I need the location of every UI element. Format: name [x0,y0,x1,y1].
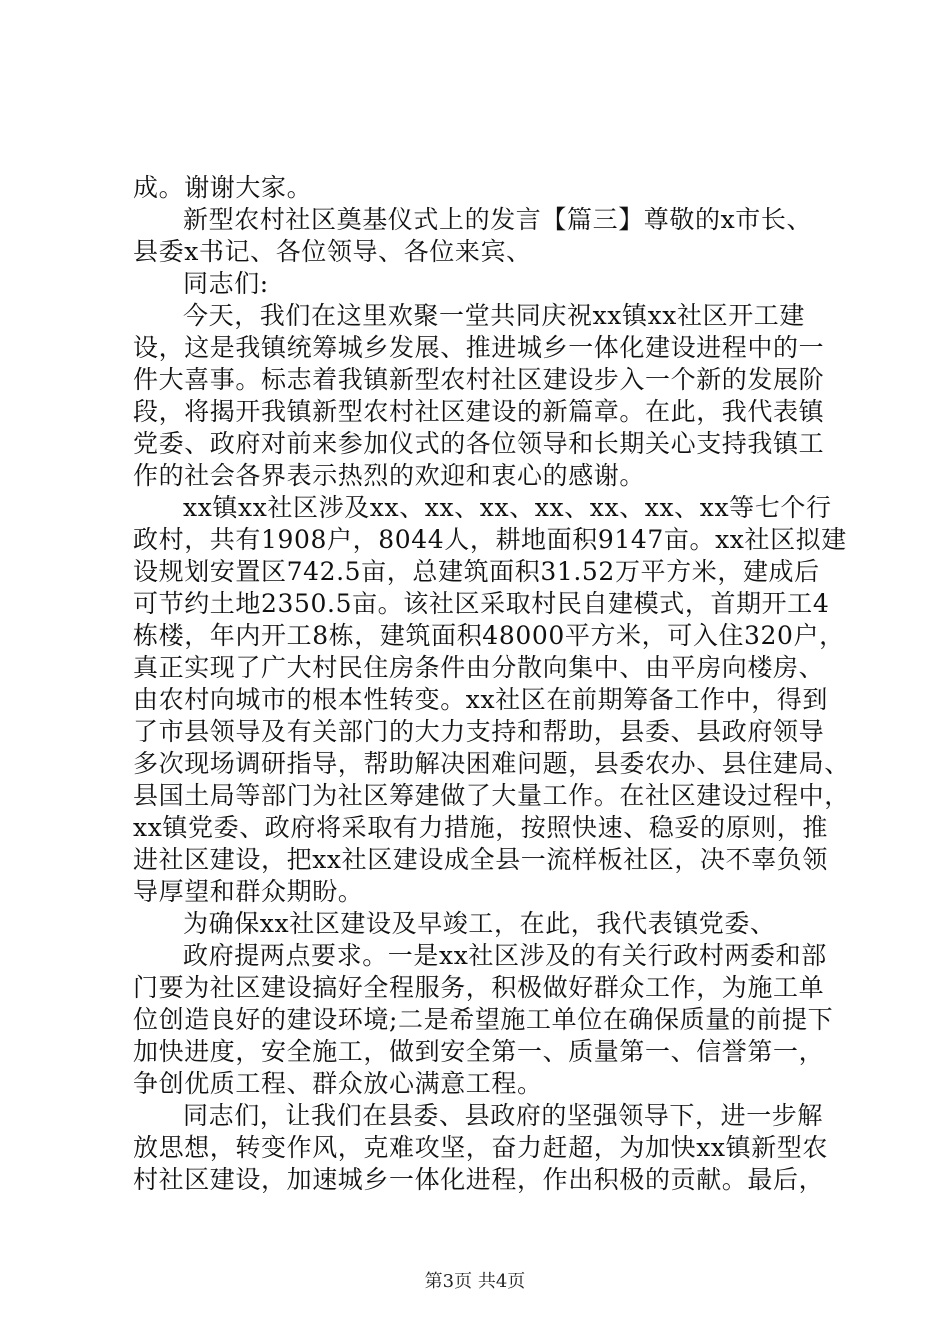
text-line: 设，这是我镇统筹城乡发展、推进城乡一体化建设进程中的一 [133,333,825,362]
text-line: 同志们: [183,269,269,298]
text-line: 为确保xx社区建设及早竣工，在此，我代表镇党委、 [183,909,776,938]
text-line: 真正实现了广大村民住房条件由分散向集中、由平房向楼房、 [133,653,825,682]
text-line: 可节约土地2350.5亩。该社区采取村民自建模式，首期开工4 [133,589,830,618]
text-line: 加快进度，安全施工，做到安全第一、质量第一、信誉第一， [133,1037,825,1066]
text-line: 导厚望和群众期盼。 [133,877,364,906]
text-line: 放思想，转变作风，克难攻坚，奋力赶超，为加快xx镇新型农 [133,1133,829,1162]
text-line: 段，将揭开我镇新型农村社区建设的新篇章。在此，我代表镇 [133,397,825,426]
text-line: 成。谢谢大家。 [133,173,313,202]
text-line: 设规划安置区742.5亩，总建筑面积31.52万平方米，建成后 [133,557,820,586]
text-line: xx镇党委、政府将采取有力措施，按照快速、稳妥的原则，推 [133,813,829,842]
page-footer: 第3页 共4页 [424,1271,526,1292]
text-line: 多次现场调研指导，帮助解决困难问题，县委农办、县住建局、 [133,749,850,778]
body-text [133,172,850,1196]
text-line: 今天，我们在这里欢聚一堂共同庆祝xx镇xx社区开工建 [183,301,805,330]
text-line: 县国土局等部门为社区筹建做了大量工作。在社区建设过程中， [133,781,850,810]
text-line: 栋楼，年内开工8栋，建筑面积48000平方米，可入住320户， [133,621,845,650]
text-line: 县委x书记、各位领导、各位来宾、 [133,237,532,266]
text-line: 争创优质工程、群众放心满意工程。 [133,1069,543,1098]
text-line: 政村，共有1908户，8044人，耕地面积9147亩。xx社区拟建 [133,525,847,554]
text-line: 门要为社区建设搞好全程服务，积极做好群众工作，为施工单 [133,973,825,1002]
text-line: xx镇xx社区涉及xx、xx、xx、xx、xx、xx、xx等七个行 [183,493,832,522]
text-line: 了市县领导及有关部门的大力支持和帮助，县委、县政府领导 [133,717,825,746]
text-line: 由农村向城市的根本性转变。xx社区在前期筹备工作中，得到 [133,685,829,714]
text-line: 件大喜事。标志着我镇新型农村社区建设步入一个新的发展阶 [133,365,825,394]
text-line: 同志们，让我们在县委、县政府的坚强领导下，进一步解 [183,1101,824,1130]
text-line: 党委、政府对前来参加仪式的各位领导和长期关心支持我镇工 [133,429,825,458]
text-line: 政府提两点要求。一是xx社区涉及的有关行政村两委和部 [183,941,827,970]
text-line: 村社区建设，加速城乡一体化进程，作出积极的贡献。最后， [133,1165,825,1194]
text-line: 进社区建设，把xx社区建设成全县一流样板社区，决不辜负领 [133,845,829,874]
text-line: 作的社会各界表示热烈的欢迎和衷心的感谢。 [133,461,646,490]
text-line: 位创造良好的建设环境;二是希望施工单位在确保质量的前提下 [133,1005,834,1034]
text-line: 新型农村社区奠基仪式上的发言【篇三】尊敬的x市长、 [183,205,813,234]
